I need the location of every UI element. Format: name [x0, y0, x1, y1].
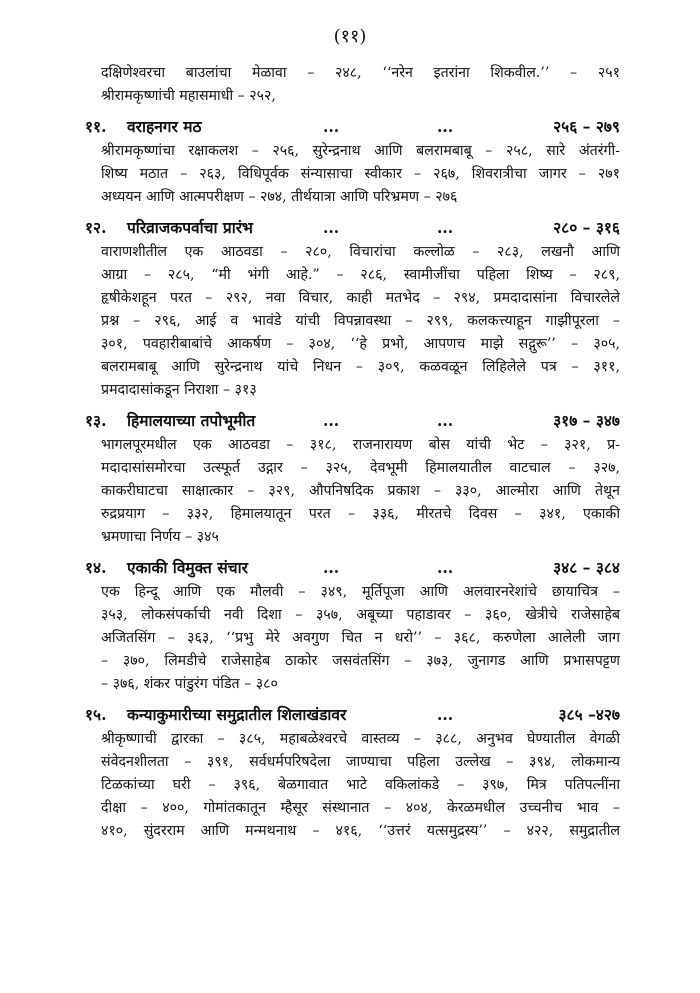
leader-dots: ...	[323, 117, 340, 136]
chapter-number: १२.	[85, 218, 107, 237]
leader-dots: ...	[437, 218, 454, 237]
entry-line: ३५३, लोकसंपर्काची नवी दिशा – ३५७, अबूच्या पहाडावर – ३६०, खेत्रीचे राजेसाहेब	[101, 607, 620, 623]
intro-entries	[85, 62, 620, 108]
leader-dots: ...	[323, 558, 340, 577]
entry-line: दीक्षा – ४००, गोमांतकातून म्हैसूर संस्थानात – ४०४, केरळमधील उच्चनीच भाव –	[101, 800, 620, 816]
leader-dots: ...	[323, 411, 340, 430]
chapter-heading	[85, 555, 620, 581]
chapter-heading	[85, 215, 620, 241]
entry-line: – ३७६, शंकर पांडुरंग पंडित – ३८०	[101, 676, 278, 692]
entry-line: भ्रमणाचा निर्णय – ३४५	[101, 529, 219, 545]
chapter-title: कन्याकुमारीच्या समुद्रातील शिलाखंडावर	[127, 705, 347, 724]
entry-line: अजितसिंग – ३६३, ‘‘प्रभु मेरे अवगुण चित न धरो’’ – ३६८, करुणेला आलेली जाग	[101, 630, 620, 646]
entry-line: काकरीघाटचा साक्षात्कार – ३२९, औपनिषदिक प्रकाश – ३३०, आल्मोरा आणि तेथून	[101, 483, 620, 499]
page-number: (११)	[333, 26, 367, 47]
entry-line: श्रीरामकृष्णांची महासमाधी – २५२,	[101, 88, 276, 104]
entry-line: अध्ययन आणि आत्मपरीक्षण – २७४, तीर्थयात्रा आणि परिभ्रमण – २७६	[101, 189, 458, 205]
leader-dots: ...	[437, 558, 454, 577]
chapter-title: एकाकी विमुक्त संचार	[127, 558, 248, 577]
chapter-title: वराहनगर मठ	[127, 117, 202, 136]
entry-line: ३०१, पवहारीबाबांचे आकर्षण – ३०४, ‘‘हे प्रभो, आपणच माझे सद्गुरू’’ – ३०५,	[101, 336, 620, 352]
chapter-entries	[85, 140, 620, 209]
entry-line: टिळकांच्या घरी – ३९६, बेळगावात भाटे वकिलांकडे – ३९७, मित्र पतिपत्नींना	[101, 777, 620, 793]
leader-dots: ...	[437, 705, 454, 724]
chapter-entries	[85, 728, 620, 843]
entry-line: – ३७०, लिमडीचे राजेसाहेब ठाकोर जसवंतसिंग – ३७३, जुनागड आणि प्रभासपट्टण	[101, 653, 620, 669]
entry-line: प्रश्न – २९६, आई व भावंडे यांची विपन्नावस्था – २९९, कलकत्त्याहून गाझीपूरला –	[101, 313, 620, 329]
entry-line: ४१०, सुंदरराम आणि मन्मथनाथ – ४१६, ‘‘उत्तरं यत्समुद्रस्य’’ – ४२२, समुद्रातील	[101, 823, 620, 839]
entry-line: रुद्रप्रयाग – ३३२, हिमालयातून परत – ३३६, मीरतचे दिवस – ३४१, एकाकी	[101, 506, 620, 522]
leader-dots: ...	[437, 411, 454, 430]
chapter-number: १५.	[85, 705, 107, 724]
chapter-entries	[85, 434, 620, 549]
chapter-13	[85, 408, 620, 549]
entry-line: बलरामबाबू आणि सुरेन्द्रनाथ यांचे निधन – ३०९, कळवळून लिहिलेले पत्र – ३११,	[101, 359, 620, 375]
page-range: ३४८ – ३८४	[553, 558, 620, 577]
chapter-12	[85, 215, 620, 402]
entry-line: दक्षिणेश्वरचा बाउलांचा मेळावा – २४८, ‘‘नरेन इतरांना शिकवील.’’ – २५१	[101, 65, 620, 81]
page-range: ३१७ – ३४७	[553, 411, 620, 430]
entry-line: एक हिन्दू आणि एक मौलवी – ३४९, मूर्तिपूजा आणि अलवारनरेशांचे छायाचित्र –	[101, 584, 620, 600]
entry-line: संवेदनशीलता – ३९१, सर्वधर्मपरिषदेला जाण्याचा पहिला उल्लेख – ३९४, लोकमान्य	[101, 754, 620, 770]
chapter-number: ११.	[85, 117, 107, 136]
entry-line: आग्रा – २८५, “मी भंगी आहे.” – २८६, स्वामीजींचा पहिला शिष्य – २८९,	[101, 267, 620, 283]
entry-line: प्रमदादासांकडून निराशा – ३१३	[101, 382, 257, 398]
entry-line: शिष्य मठात – २६३, विधिपूर्वक संन्यासाचा स्वीकार – २६७, शिवरात्रीचा जागर – २७१	[101, 166, 620, 182]
page-range: २८० – ३१६	[553, 218, 620, 237]
chapter-title: परिव्राजकपर्वाचा प्रारंभ	[127, 218, 253, 237]
chapter-heading	[85, 702, 620, 728]
table-of-contents	[85, 62, 620, 843]
chapter-entries	[85, 581, 620, 696]
page-range: ३८५ –४२७	[558, 705, 620, 724]
entry-line: मदादासांसमोरचा उत्स्फूर्त उद्गार – ३२५, देवभूमी हिमालयातील वाटचाल – ३२७,	[101, 460, 620, 476]
entry-line: श्रीकृष्णाची द्वारका – ३८५, महाबळेश्वरचे वास्तव्य – ३८८, अनुभव घेण्यातील वेगळी	[101, 731, 620, 747]
chapter-15	[85, 702, 620, 843]
chapter-number: १४.	[85, 558, 107, 577]
chapter-heading	[85, 114, 620, 140]
entry-line: श्रीरामकृष्णांचा रक्षाकलश – २५६, सुरेन्द्रनाथ आणि बलरामबाबू – २५८, सारे अंतरंगी-	[101, 143, 620, 159]
entry-line: भागलपूरमधील एक आठवडा – ३१८, राजनारायण बोस यांची भेट – ३२१, प्र-	[101, 437, 620, 453]
chapter-entries	[85, 241, 620, 402]
entry-line: वाराणशीतील एक आठवडा – २८०, विचारांचा कल्लोळ – २८३, लखनौ आणि	[101, 244, 620, 260]
chapter-14	[85, 555, 620, 696]
chapter-title: हिमालयाच्या तपोभूमीत	[127, 411, 256, 430]
leader-dots: ...	[437, 117, 454, 136]
chapter-11	[85, 114, 620, 209]
leader-dots: ...	[323, 218, 340, 237]
page-range: २५६ – २७९	[553, 117, 620, 136]
chapter-heading	[85, 408, 620, 434]
chapter-number: १३.	[85, 411, 107, 430]
entry-line: हृषीकेशहून परत – २९२, नवा विचार, काही मतभेद – २९४, प्रमदादासांना विचारलेले	[101, 290, 620, 306]
